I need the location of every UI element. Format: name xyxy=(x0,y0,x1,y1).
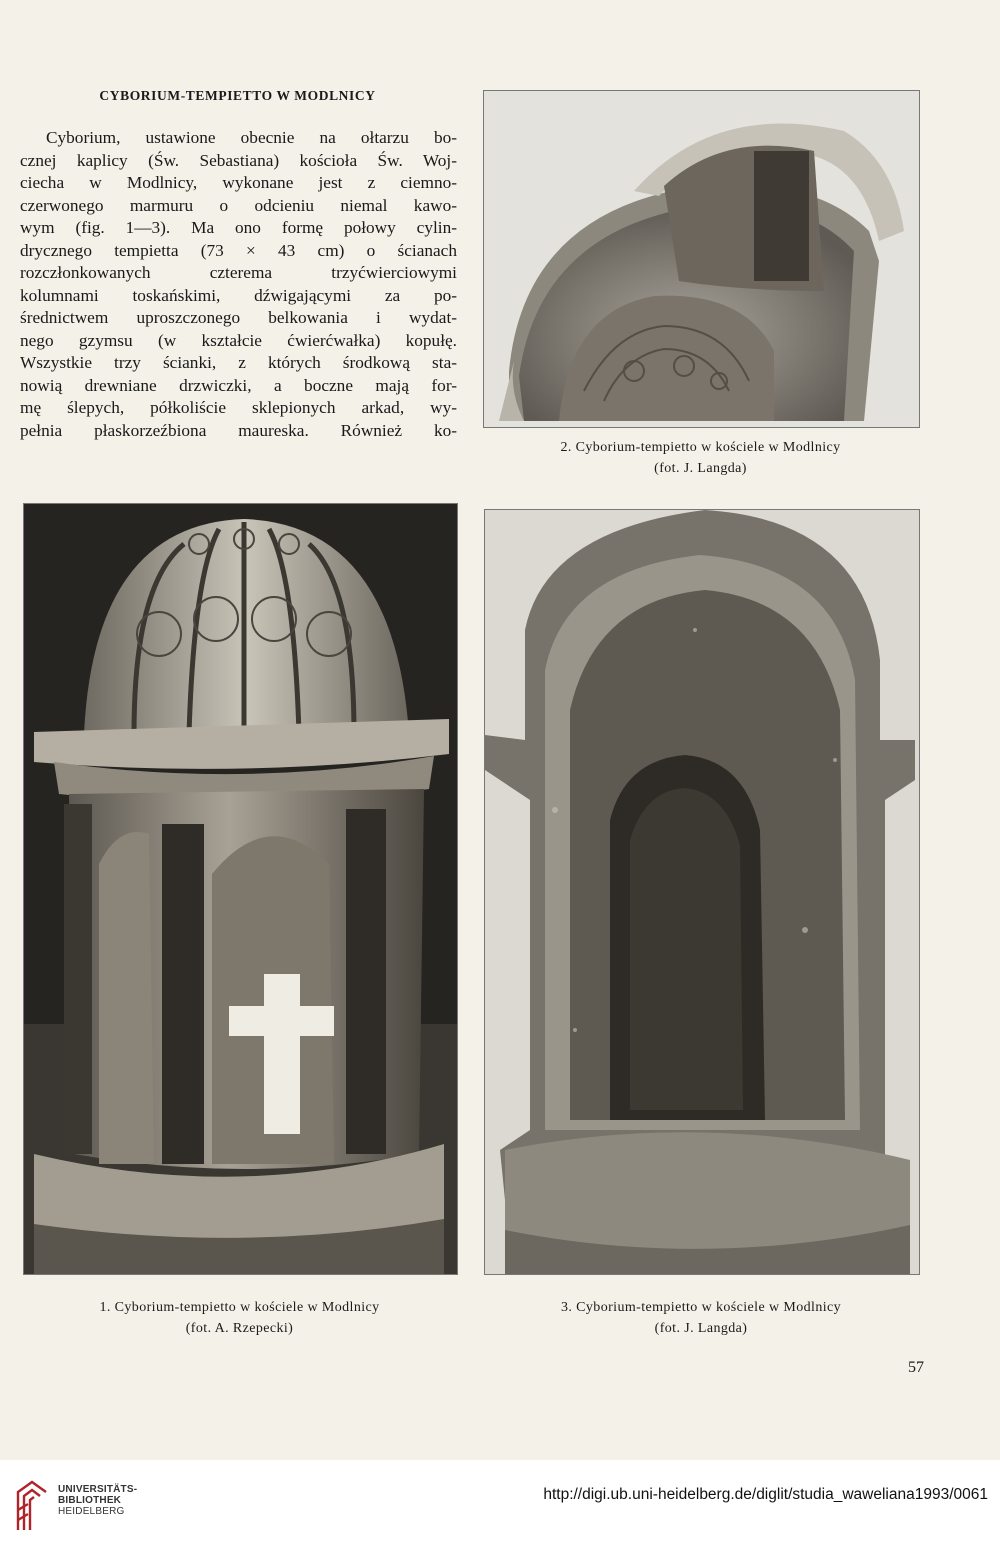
figure-photo-credit: (fot. J. Langda) xyxy=(654,1321,748,1336)
body-line: mę ślepych, półkoliście sklepionych arkad, wy- xyxy=(20,398,457,417)
body-line: drycznego tempietta (73 × 43 cm) o ścianach xyxy=(20,240,457,260)
article-title: CYBORIUM-TEMPIETTO W MODLNICY xyxy=(99,88,376,103)
university-library-logo-icon xyxy=(12,1480,52,1532)
body-line: ciecha w Modlnicy, wykonane jest z ciemno- xyxy=(20,173,457,192)
university-library-name xyxy=(58,1484,137,1517)
body-line: nego gzymsu (w kształcie ćwierćwałka) kopułę. xyxy=(20,330,457,350)
body-line: kolumnami toskańskimi, dźwigającymi za po- xyxy=(20,285,457,305)
cyborium-interior-view-image xyxy=(485,510,919,1274)
body-line: wym (fig. 1—3). Ma ono formę połowy cylin- xyxy=(20,218,457,237)
figure-1-caption xyxy=(23,1297,456,1339)
digitization-footer xyxy=(0,1460,1000,1547)
figure-3-caption xyxy=(484,1297,918,1339)
figure-caption-text: 2. Cyborium-tempietto w kościele w Modlnicy xyxy=(560,440,841,455)
body-line: rozczłonkowanych czterema trzyćwierciowymi xyxy=(20,263,457,282)
library-name-line: BIBLIOTHEK xyxy=(58,1495,122,1506)
figure-photo-credit: (fot. A. Rzepecki) xyxy=(185,1321,294,1336)
cyborium-front-view-image xyxy=(24,504,457,1274)
figure-1-photo xyxy=(23,503,458,1275)
library-name-line: HEIDELBERG xyxy=(58,1506,125,1517)
page-number: 57 xyxy=(908,1359,924,1376)
figure-photo-credit: (fot. J. Langda) xyxy=(654,461,747,476)
figure-2-caption xyxy=(483,437,918,479)
library-name-line: UNIVERSITÄTS- xyxy=(58,1484,138,1495)
article-body xyxy=(20,127,457,442)
body-line: Cyborium, ustawione obecnie na ołtarzu bo- xyxy=(46,128,457,147)
body-line: cznej kaplicy (Św. Sebastiana) kościoła Św. Woj- xyxy=(20,150,457,170)
body-line: nowią drewniane drzwiczki, a boczne mają for- xyxy=(20,375,457,395)
figure-3-photo xyxy=(484,509,920,1275)
body-line: pełnia płaskorzeźbiona maureska. Również ko- xyxy=(20,420,457,440)
source-url-link[interactable]: http://digi.ub.uni-heidelberg.de/diglit/studia_waweliana1993/0061 xyxy=(543,1486,988,1503)
body-line: średnictwem uproszczonego belkowania i wydat- xyxy=(20,308,457,327)
figure-caption-text: 3. Cyborium-tempietto w kościele w Modlnicy xyxy=(560,1300,842,1315)
figure-caption-text: 1. Cyborium-tempietto w kościele w Modlnicy xyxy=(99,1300,380,1315)
cyborium-top-view-image xyxy=(484,91,919,427)
body-line: czerwonego marmuru o odcieniu niemal kawo- xyxy=(20,195,457,215)
body-line: Wszystkie trzy ścianki, z których środkową sta- xyxy=(20,353,457,372)
figure-2-photo xyxy=(483,90,920,428)
